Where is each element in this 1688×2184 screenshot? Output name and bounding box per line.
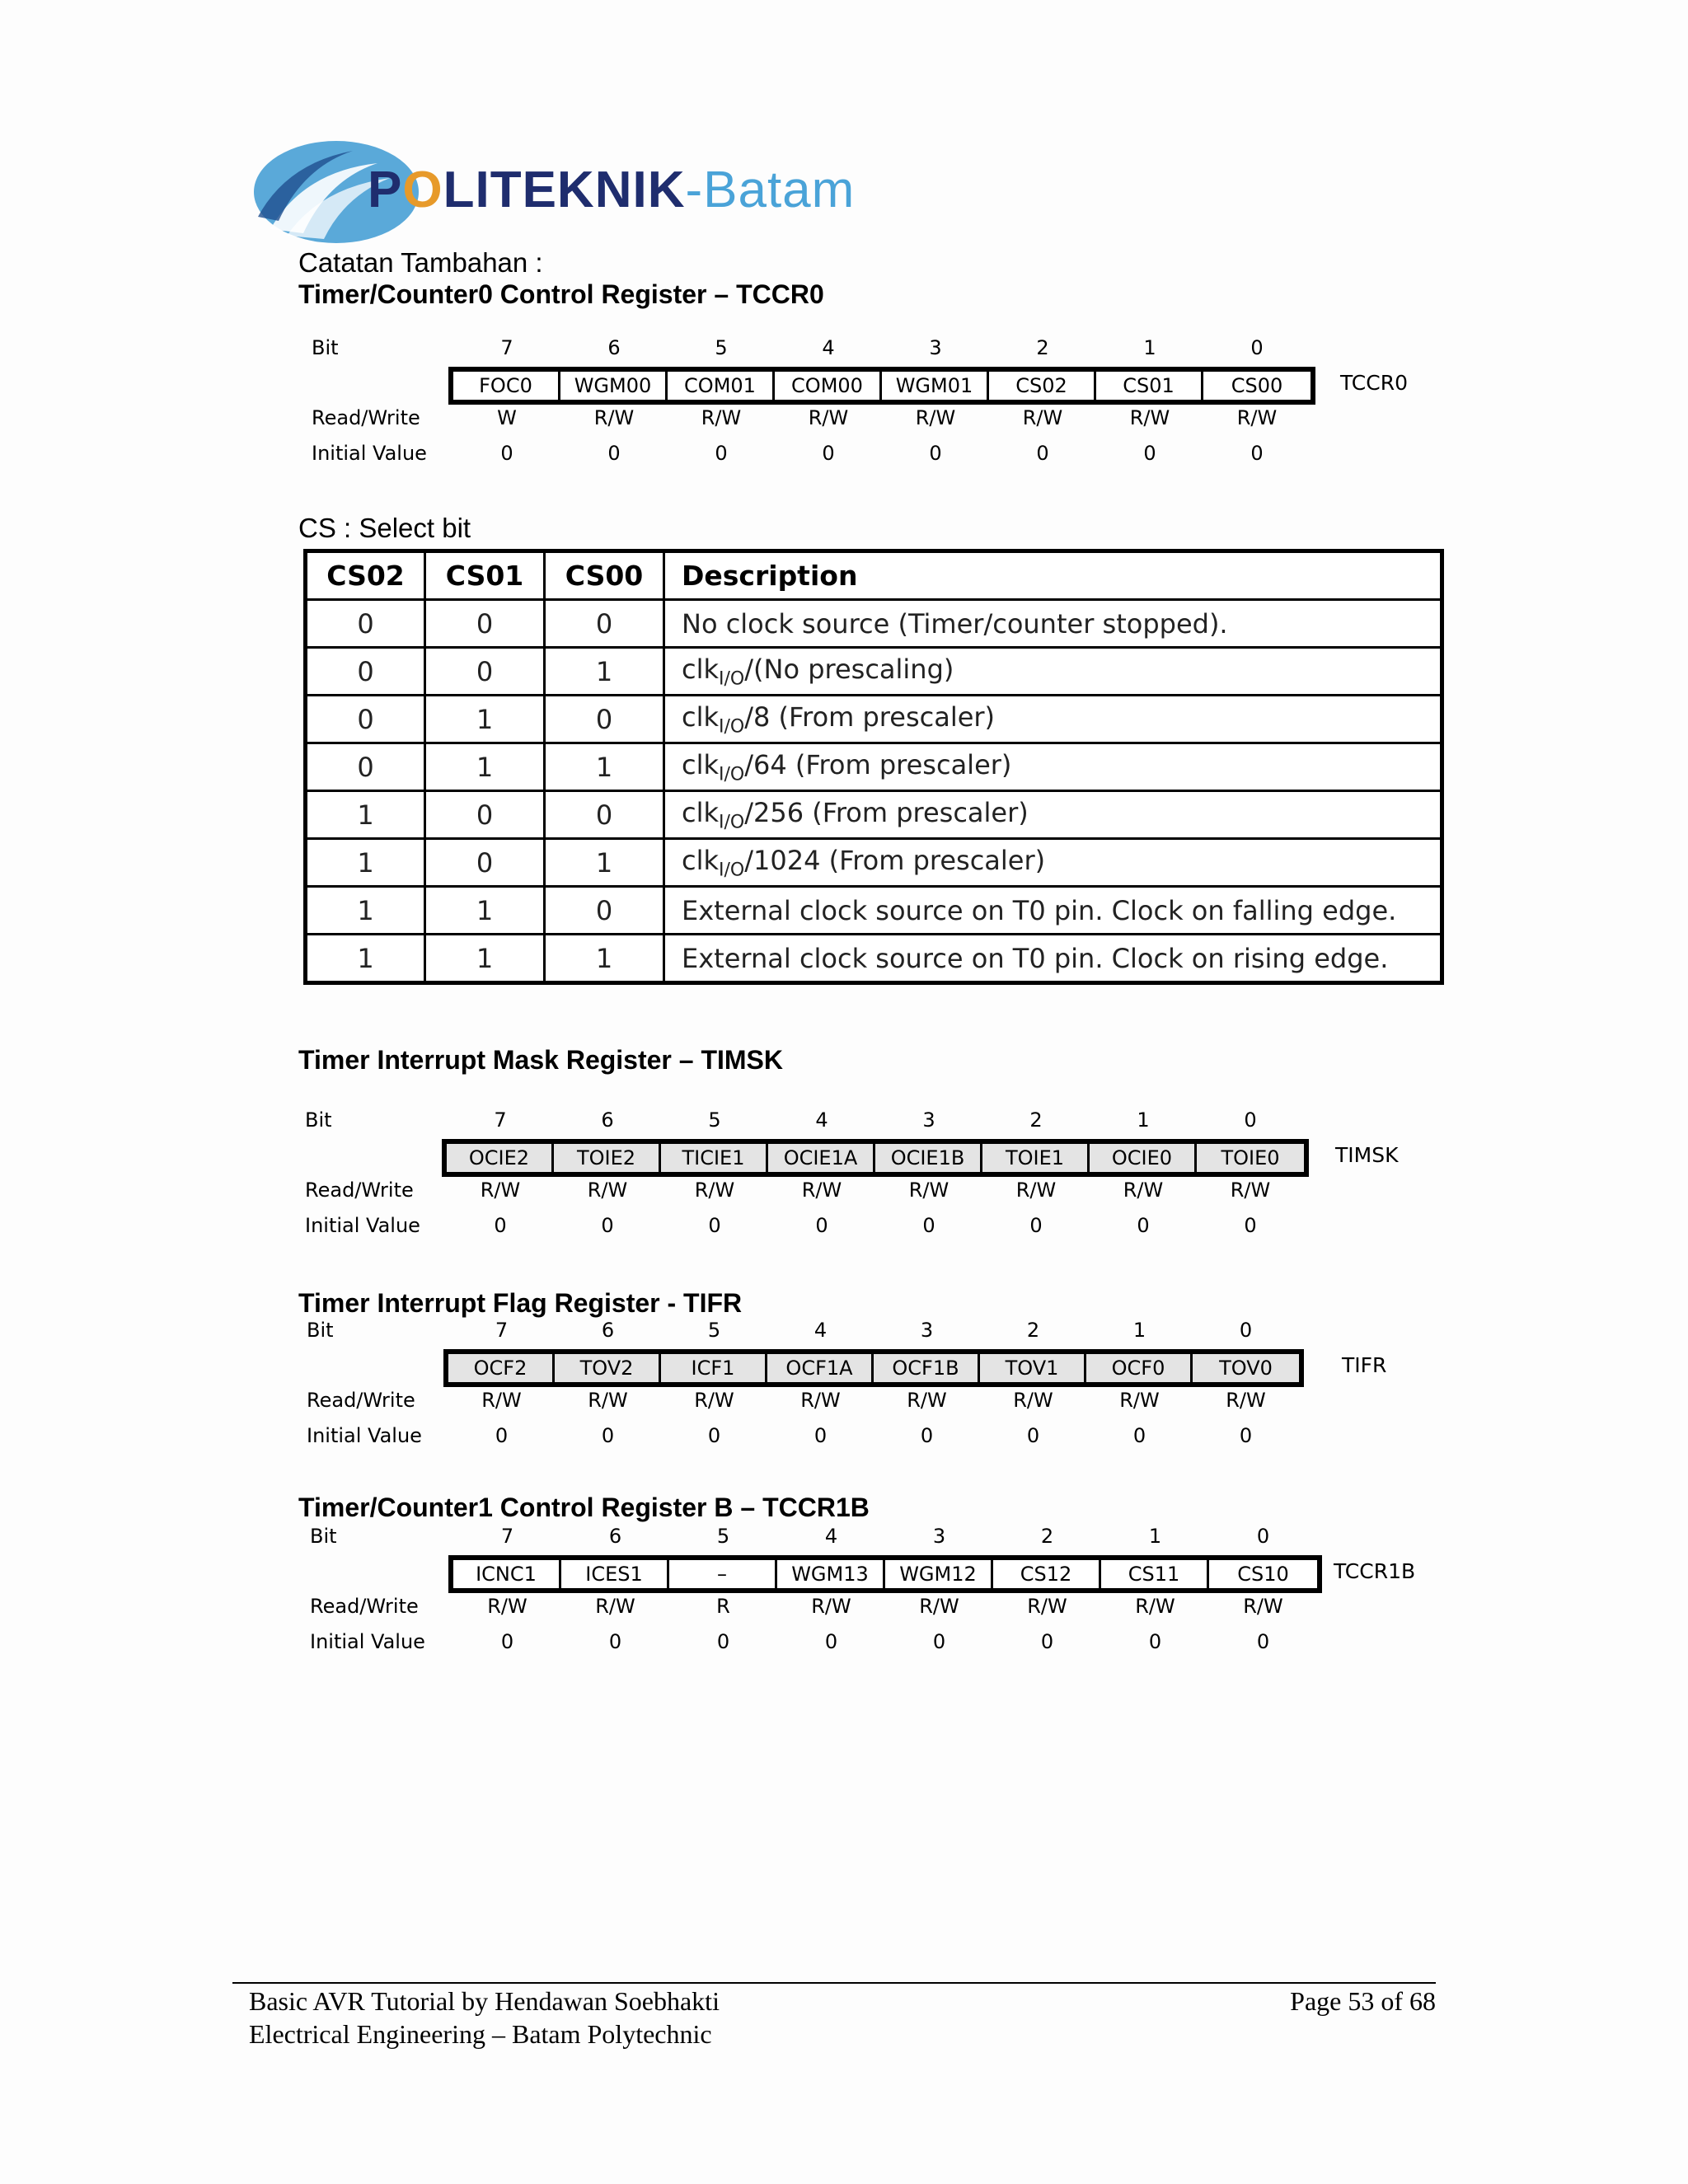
cs-bit-value: 0	[425, 791, 545, 839]
initial-value: 0	[601, 1424, 615, 1447]
bit-field: CS02	[989, 372, 1096, 400]
initial-value: 0	[715, 442, 728, 465]
initial-value: 0	[1143, 442, 1156, 465]
register-row-label-init: Initial Value	[312, 442, 427, 465]
bit-field: ICES1	[561, 1560, 669, 1588]
bit-number: 0	[1256, 1525, 1270, 1548]
initial-value: 0	[932, 1630, 946, 1653]
bit-field: OCF0	[1086, 1354, 1193, 1382]
table-row	[306, 648, 1442, 696]
read-write-value: R/W	[1129, 406, 1170, 429]
read-write-value: R/W	[694, 1179, 735, 1202]
bit-field: COM00	[775, 372, 882, 400]
logo-wordmark: POLITEKNIK-Batam	[368, 162, 856, 218]
cs-description: clk$_{I/O}$/256 (From prescaler)	[664, 791, 1442, 839]
bit-field: CS10	[1209, 1560, 1317, 1588]
register-name: TIFR	[1342, 1353, 1387, 1377]
cs-bit-value: 0	[425, 839, 545, 887]
bit-number: 5	[708, 1108, 721, 1132]
register-row-label-rw: Read/Write	[312, 406, 420, 429]
read-write-value: R/W	[1243, 1595, 1283, 1618]
cs-description: clk$_{I/O}$/64 (From prescaler)	[664, 743, 1442, 791]
note-label: Catatan Tambahan :	[298, 247, 543, 278]
bit-field: TICIE1	[661, 1144, 768, 1172]
read-write-value: R/W	[908, 1179, 950, 1202]
bit-number: 2	[1026, 1319, 1040, 1342]
initial-value: 0	[815, 1214, 828, 1237]
bit-number: 4	[822, 336, 835, 359]
cs-bit-value: 1	[425, 696, 545, 743]
bit-number: 0	[1244, 1108, 1257, 1132]
footer-page-number: Page 53 of 68	[1290, 1986, 1436, 2016]
cs-table-header: Description	[664, 551, 1442, 600]
cs-bit-value: 0	[545, 600, 664, 648]
initial-value: 0	[1148, 1630, 1162, 1653]
cs-description: clk$_{I/O}$/8 (From prescaler)	[664, 696, 1442, 743]
initial-value: 0	[500, 442, 513, 465]
initial-value: 0	[1040, 1630, 1054, 1653]
bit-field: WGM01	[882, 372, 989, 400]
bit-number: 7	[500, 1525, 514, 1548]
cs-bit-value: 0	[425, 600, 545, 648]
bit-field: –	[669, 1560, 777, 1588]
read-write-value: R/W	[1022, 406, 1063, 429]
register-row-label-init: Initial Value	[310, 1630, 425, 1653]
cs-bit-value: 0	[545, 696, 664, 743]
cs-bit-value: 1	[545, 648, 664, 696]
initial-value: 0	[822, 442, 835, 465]
cs-table-header: CS01	[425, 551, 545, 600]
initial-value: 0	[824, 1630, 838, 1653]
bit-field: WGM12	[885, 1560, 993, 1588]
cs-bit-value: 1	[425, 935, 545, 983]
initial-value: 0	[500, 1630, 514, 1653]
read-write-value: R/W	[919, 1595, 959, 1618]
read-write-value: R/W	[593, 406, 635, 429]
bit-number: 5	[707, 1319, 721, 1342]
read-write-value: R/W	[1013, 1389, 1053, 1412]
bit-field: WGM00	[560, 372, 668, 400]
read-write-value: R/W	[1135, 1595, 1175, 1618]
cs-bit-value: 0	[545, 887, 664, 935]
read-write-value: R/W	[1230, 1179, 1271, 1202]
bit-field: TOV2	[555, 1354, 661, 1382]
read-write-value: R/W	[480, 1179, 521, 1202]
initial-value: 0	[495, 1424, 509, 1447]
register-name: TCCR1B	[1334, 1559, 1416, 1583]
register-tccr0	[312, 336, 1416, 476]
cs-bit-value: 1	[425, 743, 545, 791]
cs-bit-value: 1	[306, 935, 425, 983]
bit-field: OCIE1A	[768, 1144, 875, 1172]
bit-number: 1	[1137, 1108, 1150, 1132]
cs-table-header: CS02	[306, 551, 425, 600]
register-bit-fields	[448, 1555, 1322, 1593]
table-row	[306, 839, 1442, 887]
register-row-label-init: Initial Value	[307, 1424, 422, 1447]
read-write-value: R/W	[694, 1389, 734, 1412]
read-write-value: R/W	[1226, 1389, 1266, 1412]
read-write-value: R/W	[800, 1389, 841, 1412]
register-bit-fields	[443, 1349, 1304, 1387]
bit-number: 3	[920, 1319, 934, 1342]
read-write-value: R	[716, 1595, 730, 1618]
bit-number: 4	[815, 1108, 828, 1132]
read-write-value: R/W	[1015, 1179, 1057, 1202]
bit-number: 6	[601, 1319, 615, 1342]
bit-number: 3	[929, 336, 942, 359]
read-write-value: R/W	[915, 406, 956, 429]
read-write-value: R/W	[487, 1595, 528, 1618]
cs-bit-value: 1	[425, 887, 545, 935]
bit-field: COM01	[668, 372, 775, 400]
initial-value: 0	[1244, 1214, 1257, 1237]
register-tifr	[307, 1319, 1411, 1459]
register-bit-fields	[442, 1139, 1309, 1177]
bit-field: ICF1	[661, 1354, 767, 1382]
register-row-label-rw: Read/Write	[307, 1389, 415, 1412]
register-row-label-bit: Bit	[305, 1108, 332, 1132]
read-write-value: R/W	[701, 406, 742, 429]
bit-number: 3	[922, 1108, 935, 1132]
cs-bit-value: 1	[306, 791, 425, 839]
register-name: TCCR0	[1340, 371, 1408, 395]
cs-bit-value: 0	[306, 648, 425, 696]
read-write-value: R/W	[595, 1595, 635, 1618]
bit-field: OCIE1B	[875, 1144, 982, 1172]
read-write-value: R/W	[588, 1389, 628, 1412]
initial-value: 0	[920, 1424, 934, 1447]
read-write-value: R/W	[808, 406, 849, 429]
bit-number: 2	[1040, 1525, 1054, 1548]
initial-value: 0	[1036, 442, 1049, 465]
initial-value: 0	[929, 442, 942, 465]
cs-bit-value: 1	[545, 935, 664, 983]
initial-value: 0	[1250, 442, 1264, 465]
bit-field: TOIE1	[982, 1144, 1090, 1172]
initial-value: 0	[814, 1424, 828, 1447]
register-row-label-rw: Read/Write	[305, 1179, 414, 1202]
bit-field: CS00	[1203, 372, 1311, 400]
initial-value: 0	[922, 1214, 935, 1237]
bit-field: OCIE0	[1090, 1144, 1197, 1172]
table-row	[306, 791, 1442, 839]
bit-field: FOC0	[453, 372, 560, 400]
register-row-label-bit: Bit	[307, 1319, 334, 1342]
cs-bit-value: 1	[545, 743, 664, 791]
initial-value: 0	[1132, 1424, 1146, 1447]
bit-field: WGM13	[777, 1560, 885, 1588]
register-row-label-init: Initial Value	[305, 1214, 420, 1237]
bit-field: OCF2	[448, 1354, 555, 1382]
bit-number: 2	[1036, 336, 1049, 359]
footer-department: Electrical Engineering – Batam Polytechnic	[249, 2019, 712, 2049]
initial-value: 0	[601, 1214, 614, 1237]
bit-field: TOIE0	[1197, 1144, 1304, 1172]
initial-value: 0	[707, 1424, 721, 1447]
cs-table-header: CS00	[545, 551, 664, 600]
register-bit-fields	[448, 367, 1315, 405]
bit-number: 2	[1029, 1108, 1043, 1132]
register-row-label-rw: Read/Write	[310, 1595, 419, 1618]
bit-number: 5	[715, 336, 728, 359]
register-tccr1b	[310, 1525, 1414, 1665]
cs-bit-value: 1	[306, 887, 425, 935]
bit-field: OCF1A	[767, 1354, 874, 1382]
bit-field: ICNC1	[453, 1560, 561, 1588]
heading-tccr1b: Timer/Counter1 Control Register B – TCCR1B	[298, 1493, 870, 1522]
bit-number: 0	[1239, 1319, 1253, 1342]
bit-field: CS01	[1096, 372, 1203, 400]
bit-number: 4	[824, 1525, 838, 1548]
initial-value: 0	[1137, 1214, 1150, 1237]
cs-description: External clock source on T0 pin. Clock on falling edge.	[664, 887, 1442, 935]
bit-number: 6	[607, 336, 621, 359]
bit-field: CS12	[993, 1560, 1101, 1588]
heading-tccr0: Timer/Counter0 Control Register – TCCR0	[298, 279, 824, 309]
cs-bit-value: 0	[306, 600, 425, 648]
footer-author: Basic AVR Tutorial by Hendawan Soebhakti	[249, 1986, 720, 2016]
read-write-value: R/W	[481, 1389, 522, 1412]
cs-description: clk$_{I/O}$/1024 (From prescaler)	[664, 839, 1442, 887]
bit-field: TOV0	[1193, 1354, 1299, 1382]
bit-number: 6	[601, 1108, 614, 1132]
table-row	[306, 743, 1442, 791]
bit-number: 4	[814, 1319, 828, 1342]
initial-value: 0	[1256, 1630, 1270, 1653]
footer-left	[249, 1985, 720, 2050]
read-write-value: R/W	[907, 1389, 947, 1412]
read-write-value: R/W	[1119, 1389, 1160, 1412]
heading-tifr: Timer Interrupt Flag Register - TIFR	[298, 1288, 743, 1318]
bit-field: OCIE2	[447, 1144, 554, 1172]
bit-number: 1	[1132, 1319, 1146, 1342]
table-row	[306, 887, 1442, 935]
register-name: TIMSK	[1335, 1143, 1399, 1167]
table-row	[306, 696, 1442, 743]
read-write-value: R/W	[1236, 406, 1278, 429]
bit-number: 7	[494, 1108, 507, 1132]
cs-table-caption: CS : Select bit	[298, 513, 471, 543]
initial-value: 0	[607, 442, 621, 465]
bit-field: OCF1B	[874, 1354, 980, 1382]
bit-field: TOV1	[980, 1354, 1086, 1382]
bit-number: 1	[1148, 1525, 1162, 1548]
initial-value: 0	[494, 1214, 507, 1237]
table-row	[306, 600, 1442, 648]
read-write-value: W	[497, 406, 517, 429]
cs-description: No clock source (Timer/counter stopped).	[664, 600, 1442, 648]
cs-select-table	[303, 549, 1444, 985]
bit-number: 6	[608, 1525, 622, 1548]
cs-bit-value: 0	[425, 648, 545, 696]
read-write-value: R/W	[587, 1179, 628, 1202]
bit-field: CS11	[1101, 1560, 1209, 1588]
register-row-label-bit: Bit	[312, 336, 339, 359]
read-write-value: R/W	[811, 1595, 851, 1618]
table-row	[306, 935, 1442, 983]
initial-value: 0	[1026, 1424, 1040, 1447]
initial-value: 0	[608, 1630, 622, 1653]
cs-bit-value: 1	[545, 839, 664, 887]
heading-timsk: Timer Interrupt Mask Register – TIMSK	[298, 1045, 783, 1075]
initial-value: 0	[1029, 1214, 1043, 1237]
cs-description: External clock source on T0 pin. Clock on rising edge.	[664, 935, 1442, 983]
footer-divider	[232, 1982, 1436, 1984]
cs-bit-value: 0	[545, 791, 664, 839]
bit-field: TOIE2	[554, 1144, 661, 1172]
initial-value: 0	[716, 1630, 730, 1653]
cs-bit-value: 1	[306, 839, 425, 887]
register-timsk	[305, 1108, 1409, 1249]
initial-value: 0	[708, 1214, 721, 1237]
read-write-value: R/W	[801, 1179, 842, 1202]
cs-bit-value: 0	[306, 696, 425, 743]
cs-description: clk$_{I/O}$/(No prescaling)	[664, 648, 1442, 696]
initial-value: 0	[1239, 1424, 1253, 1447]
cs-bit-value: 0	[306, 743, 425, 791]
bit-number: 1	[1143, 336, 1156, 359]
bit-number: 0	[1250, 336, 1264, 359]
bit-number: 5	[716, 1525, 730, 1548]
bit-number: 7	[500, 336, 513, 359]
read-write-value: R/W	[1123, 1179, 1164, 1202]
register-row-label-bit: Bit	[310, 1525, 337, 1548]
bit-number: 3	[932, 1525, 946, 1548]
read-write-value: R/W	[1027, 1595, 1067, 1618]
bit-number: 7	[495, 1319, 509, 1342]
